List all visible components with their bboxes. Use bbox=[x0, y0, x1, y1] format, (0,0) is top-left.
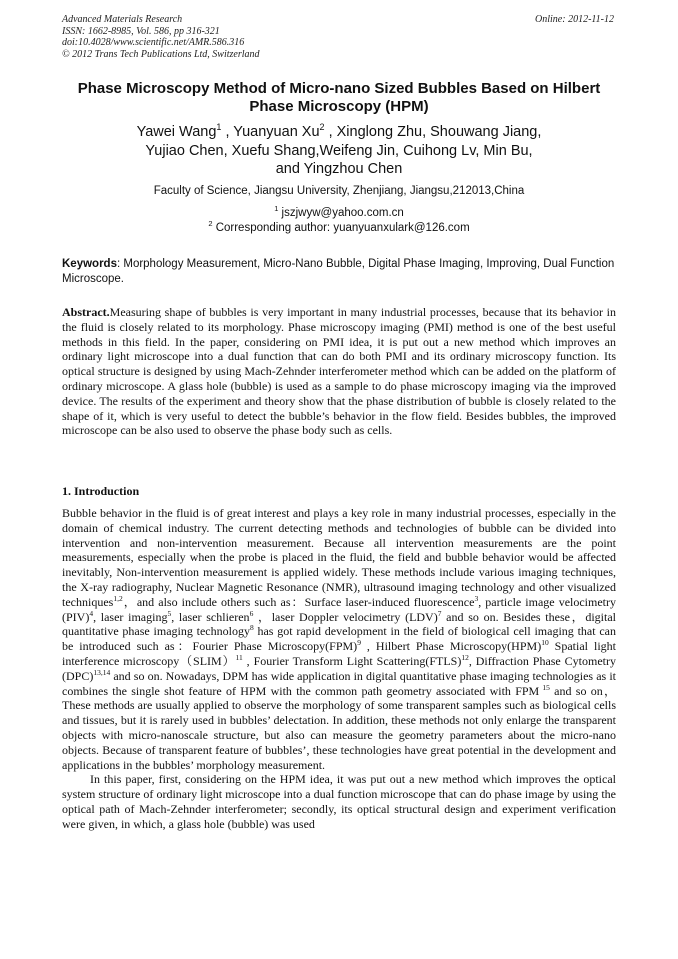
citation: 5 bbox=[167, 608, 172, 618]
doi-line: doi:10.4028/www.scientific.net/AMR.586.316 bbox=[62, 37, 245, 48]
citation: 4 bbox=[89, 608, 94, 618]
author-names: , Xinglong Zhu, Shouwang Jiang, bbox=[324, 124, 542, 140]
intro-text: , Diffraction Phase Cytometry (DPC) bbox=[62, 653, 617, 683]
intro-text: Bubble behavior in the fluid is of great interest and plays a key role in many industrial processes, especially in the domain of chemical industry. The current detecting methods and technologies of bubble can be divided into intervention and non-intervention measurement. Because all intervention measurements are the point measurements, especially when the probe is placed in the fluid, the field and bubble behavior would be affected inevitably, Non-intervention measurement is applied widely. These methods include various imaging techniques, the X-ray radiography, Nuclear Magnetic Resonance (NMR), ultrasound imaging technology and other visualized techniques bbox=[62, 506, 616, 609]
journal-header bbox=[62, 14, 260, 60]
citation: 3 bbox=[474, 593, 479, 603]
intro-text: and so on. Besides these，digital quantitative phase imaging technology bbox=[62, 609, 616, 639]
abstract-label: Abstract. bbox=[62, 305, 110, 319]
introduction-body bbox=[62, 506, 616, 832]
citation: 8 bbox=[249, 623, 254, 633]
author-name: , Yuanyuan Xu bbox=[221, 124, 320, 140]
intro-text: , Hilbert Phase Microscopy(HPM) bbox=[360, 639, 542, 654]
citation: 9 bbox=[357, 638, 361, 648]
citation: 15 bbox=[539, 682, 550, 692]
intro-text: has got rapid development in the field of biological cell imaging that can be introduced such as：Fourier Phase Microscopy(FPM) bbox=[62, 624, 617, 654]
citation: 13,14 bbox=[93, 667, 111, 677]
intro-text: and so on. Nowadays, DPM has wide application in digital quantitative phase imaging technologies as it combines the single shot feature of HPM with the common path geometry associated with FPM bbox=[62, 668, 616, 698]
email-line-2 bbox=[62, 221, 616, 235]
intro-text: ，and also include others such as：Surface laser-induced fluorescence bbox=[122, 594, 475, 609]
intro-paragraph-2: In this paper, first, considering on the HPM idea, it was put out a new method which improves the optical system structure of ordinary light microscope into a dual function microscope that can do phase image by using the optical path of Mach-Zehnder interferometer; secondly, its optical structural design and experiment verification were given, in which, a glass hole (bubble) was used bbox=[62, 772, 616, 831]
abstract bbox=[62, 305, 616, 438]
keywords-text: : Morphology Measurement, Micro-Nano Bubble, Digital Phase Imaging, Improving, Dual Function Microscope. bbox=[62, 258, 615, 285]
email-text: Corresponding author: yuanyuanxulark@126.com bbox=[212, 222, 470, 234]
issn-line: ISSN: 1662-8985, Vol. 586, pp 316-321 bbox=[62, 25, 220, 37]
intro-text: , Fourier Transform Light Scattering(FTLS) bbox=[242, 653, 462, 668]
online-date: Online: 2012-11-12 bbox=[535, 14, 614, 25]
citation: 10 bbox=[541, 638, 549, 648]
intro-paragraph-1 bbox=[62, 506, 616, 772]
keywords bbox=[62, 257, 616, 286]
intro-text: , particle image velocimetry (PIV) bbox=[62, 594, 617, 624]
abstract-text: Measuring shape of bubbles is very important in many industrial processes, because that its behavior in the fluid is closely related to its morphology. Phase microscopy imaging (PMI) method is one of the best useful methods in this field. In the paper, considering on PMI idea, it is put out a new method which improves an ordinary light microscope into a dual function that can do both PMI and its ordinary microscopy function. Its optical structure is designed by using Mach-Zehnder interferometer method which can be added on the platform of ordinary microscope. A glass hole (bubble) is used as a sample to do phase microscopy imaging via the improved device. The results of the experiment and theory show that the phase distribution of bubble is closely related to the shape of it, which is very useful to detect the bubble’s behavior in the flow field. Besides bubbles, the improved microscope can be also used to observe the phase body such as cells. bbox=[62, 305, 616, 438]
email-superscript: 1 bbox=[274, 204, 279, 213]
citation: 11 bbox=[235, 652, 243, 662]
author-superscript: 1 bbox=[216, 122, 222, 132]
intro-text: Spatial light interference microscopy（SLIM） bbox=[62, 639, 616, 668]
citation: 7 bbox=[437, 608, 442, 618]
keywords-label: Keywords bbox=[62, 258, 117, 270]
citation: 6 bbox=[249, 608, 254, 618]
section-heading-introduction: 1. Introduction bbox=[62, 484, 140, 498]
author-line-1 bbox=[62, 123, 616, 142]
citation: 1,2 bbox=[113, 593, 123, 603]
email-text: jszjwyw@yahoo.com.cn bbox=[278, 207, 404, 219]
intro-text: , laser schlieren bbox=[171, 609, 250, 624]
intro-text: and so on，These methods are usually applied to observe the morphology of some transparent samples such as biological cells and tissues, but it is rarely used in bubbles’ delectation. In addition, these methods not only enlarge the transparent objects with micro-nanoscale structure, but also can measure the geometry parameters about the micro-nano objects. Because of transparent feature of bubbles’, these technologies have great potential in the development and applications in the bubbles’ morphology measurement. bbox=[62, 683, 617, 772]
author-name: Yawei Wang bbox=[136, 124, 217, 140]
author-list bbox=[62, 123, 616, 179]
journal-name: Advanced Materials Research bbox=[62, 14, 183, 25]
author-line-3: and Yingzhou Chen bbox=[275, 161, 403, 177]
email-superscript: 2 bbox=[208, 219, 213, 228]
email-line-1 bbox=[62, 206, 616, 220]
intro-text: , laser imaging bbox=[93, 609, 168, 624]
intro-text: ，laser Doppler velocimetry (LDV) bbox=[253, 609, 438, 624]
affiliation: Faculty of Science, Jiangsu University, Zhenjiang, Jiangsu,212013,China bbox=[153, 185, 525, 197]
paper-title: Phase Microscopy Method of Micro-nano Sized Bubbles Based on Hilbert Phase Microscopy (HPM) bbox=[77, 80, 601, 115]
author-superscript: 2 bbox=[319, 122, 325, 132]
citation: 12 bbox=[461, 652, 469, 662]
author-line-2: Yujiao Chen, Xuefu Shang,Weifeng Jin, Cuihong Lv, Min Bu, bbox=[145, 142, 533, 159]
copyright-line: © 2012 Trans Tech Publications Ltd, Switzerland bbox=[62, 48, 260, 60]
